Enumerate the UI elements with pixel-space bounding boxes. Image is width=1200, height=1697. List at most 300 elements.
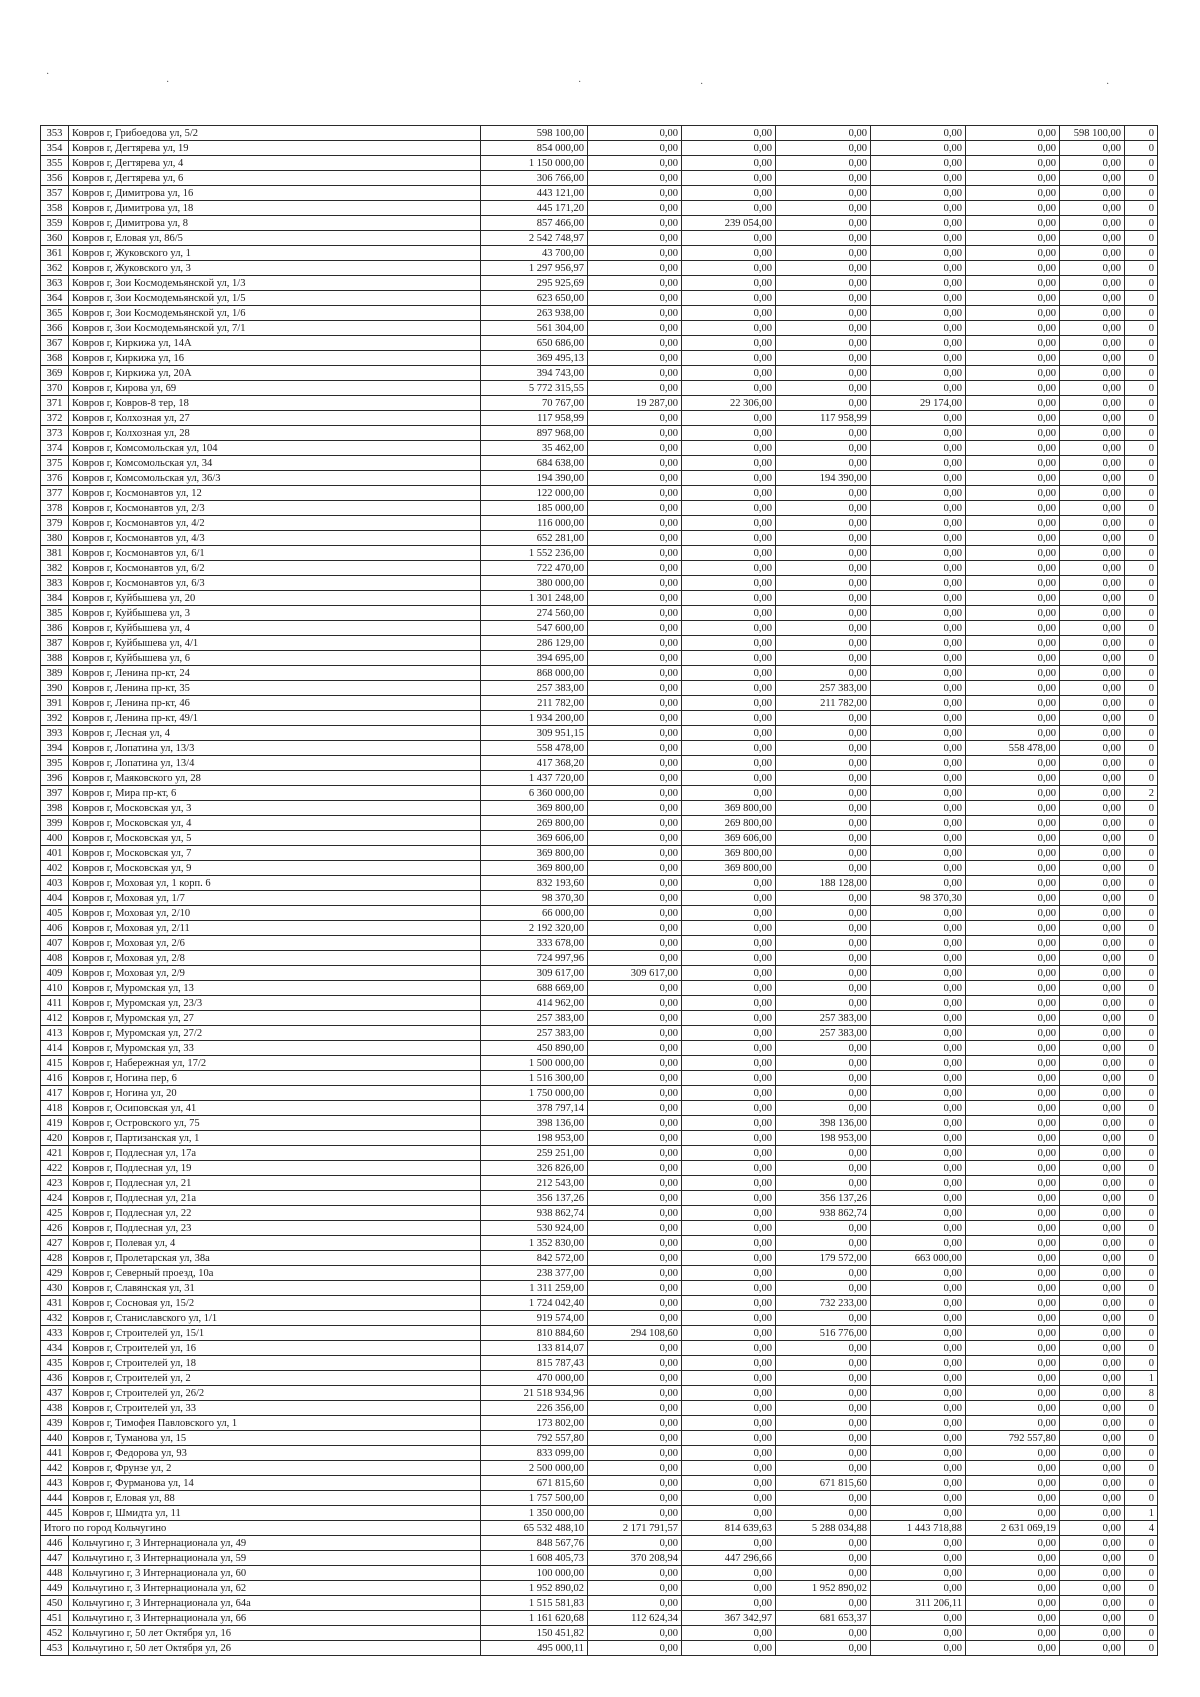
table-cell: 0 — [1125, 921, 1158, 936]
table-cell: Ковров г, Киркижа ул, 20А — [69, 366, 481, 381]
table-cell: 442 — [41, 1461, 69, 1476]
table-cell: 380 000,00 — [481, 576, 588, 591]
table-cell: 919 574,00 — [481, 1311, 588, 1326]
table-cell: 0,00 — [1060, 336, 1125, 351]
table-cell: 0,00 — [966, 441, 1060, 456]
table-row — [41, 471, 1158, 486]
table-cell: 0,00 — [682, 381, 776, 396]
table-row — [41, 531, 1158, 546]
table-cell: 373 — [41, 426, 69, 441]
table-row — [41, 621, 1158, 636]
table-cell: 0,00 — [588, 441, 682, 456]
table-cell: 0,00 — [588, 1536, 682, 1551]
table-cell: 0,00 — [588, 261, 682, 276]
table-cell: 356 — [41, 171, 69, 186]
table-cell: 0,00 — [871, 471, 966, 486]
table-cell: 0 — [1125, 801, 1158, 816]
table-cell: 0,00 — [966, 1086, 1060, 1101]
table-cell: 0,00 — [776, 831, 871, 846]
table-cell: 0,00 — [776, 1371, 871, 1386]
table-cell: 453 — [41, 1641, 69, 1656]
table-cell: 854 000,00 — [481, 141, 588, 156]
table-cell: 0 — [1125, 186, 1158, 201]
table-cell: 0,00 — [1060, 1446, 1125, 1461]
table-cell: 369 — [41, 366, 69, 381]
table-cell: Ковров г, Колхозная ул, 28 — [69, 426, 481, 441]
table-cell: Ковров г, Московская ул, 9 — [69, 861, 481, 876]
table-row — [41, 276, 1158, 291]
table-cell: 425 — [41, 1206, 69, 1221]
table-cell: 0,00 — [966, 1356, 1060, 1371]
table-cell: 441 — [41, 1446, 69, 1461]
table-row — [41, 501, 1158, 516]
table-cell: 0,00 — [588, 126, 682, 141]
table-cell: 369 800,00 — [481, 846, 588, 861]
table-cell: 0 — [1125, 546, 1158, 561]
table-cell: 0,00 — [871, 576, 966, 591]
table-cell: 0,00 — [1060, 1386, 1125, 1401]
table-cell: 0,00 — [966, 816, 1060, 831]
table-cell: 294 108,60 — [588, 1326, 682, 1341]
table-row — [41, 756, 1158, 771]
table-cell: 0,00 — [966, 711, 1060, 726]
table-cell: 598 100,00 — [481, 126, 588, 141]
table-cell: 0,00 — [776, 846, 871, 861]
table-cell: 0,00 — [776, 651, 871, 666]
table-cell: Ковров г, Куйбышева ул, 3 — [69, 606, 481, 621]
table-cell: 0 — [1125, 246, 1158, 261]
table-cell: 0,00 — [682, 591, 776, 606]
table-cell: 309 951,15 — [481, 726, 588, 741]
table-cell: Кольчугино г, 3 Интернационала ул, 59 — [69, 1551, 481, 1566]
table-cell: 390 — [41, 681, 69, 696]
table-cell: 0 — [1125, 756, 1158, 771]
table-cell: 0,00 — [776, 306, 871, 321]
table-cell: 0 — [1125, 381, 1158, 396]
table-cell: Ковров г, Димитрова ул, 8 — [69, 216, 481, 231]
table-cell: 448 — [41, 1566, 69, 1581]
table-cell: 0,00 — [682, 1011, 776, 1026]
table-cell: 0 — [1125, 1176, 1158, 1191]
table-cell: 0,00 — [966, 1401, 1060, 1416]
table-cell: Ковров г, Туманова ул, 15 — [69, 1431, 481, 1446]
table-cell: 238 377,00 — [481, 1266, 588, 1281]
table-cell: Ковров г, Ленина пр-кт, 24 — [69, 666, 481, 681]
table-cell: 393 — [41, 726, 69, 741]
table-cell: 0,00 — [871, 696, 966, 711]
table-cell: 0,00 — [966, 351, 1060, 366]
table-cell: 0,00 — [966, 1341, 1060, 1356]
table-cell: 0,00 — [588, 561, 682, 576]
table-cell: 0,00 — [776, 456, 871, 471]
table-cell: 0,00 — [588, 1221, 682, 1236]
table-cell: 0,00 — [776, 891, 871, 906]
table-cell: 0 — [1125, 666, 1158, 681]
table-cell: 0,00 — [776, 321, 871, 336]
total-row — [41, 1521, 1158, 1536]
table-row — [41, 1041, 1158, 1056]
table-cell: 5 288 034,88 — [776, 1521, 871, 1536]
table-row — [41, 1431, 1158, 1446]
table-cell: Ковров г, Строителей ул, 33 — [69, 1401, 481, 1416]
table-cell: 0,00 — [776, 216, 871, 231]
table-cell: 0,00 — [871, 126, 966, 141]
table-row — [41, 246, 1158, 261]
table-cell: Ковров г, Строителей ул, 18 — [69, 1356, 481, 1371]
table-cell: 0,00 — [1060, 816, 1125, 831]
table-cell: 681 653,37 — [776, 1611, 871, 1626]
table-cell: 430 — [41, 1281, 69, 1296]
table-cell: 0,00 — [682, 681, 776, 696]
table-cell: 367 342,97 — [682, 1611, 776, 1626]
table-cell: 0,00 — [1060, 456, 1125, 471]
table-cell: 530 924,00 — [481, 1221, 588, 1236]
table-cell: 434 — [41, 1341, 69, 1356]
table-body — [41, 126, 1158, 1656]
table-cell: Ковров г, Строителей ул, 26/2 — [69, 1386, 481, 1401]
table-cell: 398 136,00 — [481, 1116, 588, 1131]
table-cell: 0,00 — [1060, 1596, 1125, 1611]
table-cell: 0,00 — [966, 216, 1060, 231]
table-cell: 0,00 — [682, 471, 776, 486]
table-cell: 1 515 581,83 — [481, 1596, 588, 1611]
table-row — [41, 951, 1158, 966]
table-cell: Ковров г, Федорова ул, 93 — [69, 1446, 481, 1461]
table-cell: 0,00 — [966, 426, 1060, 441]
table-cell: 429 — [41, 1266, 69, 1281]
table-row — [41, 921, 1158, 936]
table-cell: 0,00 — [588, 1131, 682, 1146]
table-cell: 392 — [41, 711, 69, 726]
table-cell: 0,00 — [588, 201, 682, 216]
table-cell: 0,00 — [871, 921, 966, 936]
table-cell: 409 — [41, 966, 69, 981]
table-cell: 0,00 — [1060, 756, 1125, 771]
table-cell: 0,00 — [682, 231, 776, 246]
table-cell: 0,00 — [588, 876, 682, 891]
table-cell: 43 700,00 — [481, 246, 588, 261]
table-cell: 0,00 — [776, 621, 871, 636]
table-cell: 0,00 — [871, 1476, 966, 1491]
table-cell: 0,00 — [1060, 171, 1125, 186]
table-cell: 100 000,00 — [481, 1566, 588, 1581]
table-row — [41, 846, 1158, 861]
table-cell: Кольчугино г, 50 лет Октября ул, 16 — [69, 1626, 481, 1641]
table-cell: 0,00 — [1060, 1566, 1125, 1581]
table-cell: 382 — [41, 561, 69, 576]
table-cell: Ковров г, Лесная ул, 4 — [69, 726, 481, 741]
table-cell: 445 — [41, 1506, 69, 1521]
table-cell: 0,00 — [966, 276, 1060, 291]
table-cell: 0,00 — [1060, 381, 1125, 396]
table-cell: 0,00 — [1060, 1206, 1125, 1221]
table-cell: 0 — [1125, 1596, 1158, 1611]
table-cell: 516 776,00 — [776, 1326, 871, 1341]
table-cell: 0,00 — [871, 351, 966, 366]
table-cell: 0,00 — [776, 261, 871, 276]
table-cell: 0,00 — [1060, 411, 1125, 426]
table-cell: 0,00 — [871, 1506, 966, 1521]
table-cell: 0,00 — [776, 1626, 871, 1641]
table-cell: 452 — [41, 1626, 69, 1641]
table-cell: 0,00 — [682, 261, 776, 276]
table-cell: 1 952 890,02 — [776, 1581, 871, 1596]
table-row — [41, 306, 1158, 321]
table-cell: 369 800,00 — [481, 861, 588, 876]
table-cell: 0,00 — [966, 606, 1060, 621]
table-cell: 0 — [1125, 456, 1158, 471]
table-cell: 561 304,00 — [481, 321, 588, 336]
table-cell: 1 552 236,00 — [481, 546, 588, 561]
table-cell: 0,00 — [682, 1281, 776, 1296]
table-cell: 0,00 — [1060, 471, 1125, 486]
table-cell: 0 — [1125, 1221, 1158, 1236]
table-cell: 0,00 — [1060, 1371, 1125, 1386]
table-cell: 0,00 — [776, 786, 871, 801]
table-row — [41, 1596, 1158, 1611]
table-cell: 445 171,20 — [481, 201, 588, 216]
table-cell: 0,00 — [588, 771, 682, 786]
table-cell: 0,00 — [682, 981, 776, 996]
table-cell: 0,00 — [1060, 921, 1125, 936]
table-cell: Ковров г, Сосновая ул, 15/2 — [69, 1296, 481, 1311]
table-cell: 0,00 — [776, 1551, 871, 1566]
table-cell: 0,00 — [682, 1536, 776, 1551]
table-cell: 433 — [41, 1326, 69, 1341]
table-cell: 0 — [1125, 1626, 1158, 1641]
table-cell: 376 — [41, 471, 69, 486]
table-cell: 412 — [41, 1011, 69, 1026]
table-cell: 0 — [1125, 951, 1158, 966]
table-cell: 257 383,00 — [776, 1026, 871, 1041]
table-cell: 398 136,00 — [776, 1116, 871, 1131]
table-cell: 0,00 — [588, 756, 682, 771]
table-cell: 0,00 — [966, 1461, 1060, 1476]
table-cell: 732 233,00 — [776, 1296, 871, 1311]
table-cell: 0,00 — [776, 141, 871, 156]
table-cell: 0,00 — [871, 321, 966, 336]
table-cell: 0,00 — [588, 786, 682, 801]
table-cell: 0,00 — [966, 261, 1060, 276]
table-row — [41, 816, 1158, 831]
table-cell: 0,00 — [1060, 201, 1125, 216]
table-cell: 0,00 — [966, 1641, 1060, 1656]
table-cell: 116 000,00 — [481, 516, 588, 531]
table-cell: 0,00 — [871, 996, 966, 1011]
table-cell: 0 — [1125, 906, 1158, 921]
table-row — [41, 666, 1158, 681]
table-cell: 0,00 — [871, 1026, 966, 1041]
table-cell: 0 — [1125, 231, 1158, 246]
table-cell: 0,00 — [871, 291, 966, 306]
table-cell: 394 695,00 — [481, 651, 588, 666]
table-cell: 0,00 — [1060, 906, 1125, 921]
table-cell: 0,00 — [776, 1101, 871, 1116]
table-cell: 0,00 — [871, 1041, 966, 1056]
table-cell: 0,00 — [871, 1296, 966, 1311]
table-cell: 0 — [1125, 891, 1158, 906]
table-cell: 0,00 — [1060, 1506, 1125, 1521]
table-cell: 0,00 — [966, 726, 1060, 741]
table-cell: 0,00 — [776, 711, 871, 726]
table-cell: 269 800,00 — [481, 816, 588, 831]
table-cell: 0,00 — [966, 381, 1060, 396]
table-cell: 0,00 — [588, 546, 682, 561]
table-cell: 0,00 — [588, 531, 682, 546]
table-cell: 0,00 — [1060, 1641, 1125, 1656]
table-cell: 0,00 — [682, 1101, 776, 1116]
table-cell: 239 054,00 — [682, 216, 776, 231]
table-cell: 0 — [1125, 126, 1158, 141]
table-row — [41, 1086, 1158, 1101]
table-cell: 0,00 — [776, 1221, 871, 1236]
table-cell: Ковров г, Куйбышева ул, 4 — [69, 621, 481, 636]
table-cell: 0 — [1125, 846, 1158, 861]
table-cell: 0,00 — [1060, 501, 1125, 516]
table-cell: 2 500 000,00 — [481, 1461, 588, 1476]
table-cell: 0,00 — [588, 1341, 682, 1356]
table-cell: 0,00 — [1060, 1611, 1125, 1626]
table-cell: 0,00 — [1060, 261, 1125, 276]
table-cell: 0 — [1125, 936, 1158, 951]
table-cell: 0,00 — [588, 486, 682, 501]
table-cell: 0,00 — [1060, 561, 1125, 576]
table-cell: 0,00 — [682, 141, 776, 156]
table-cell: 0 — [1125, 1326, 1158, 1341]
table-cell: 0,00 — [682, 1566, 776, 1581]
table-cell: 0 — [1125, 276, 1158, 291]
table-cell: 432 — [41, 1311, 69, 1326]
table-cell: 0,00 — [871, 726, 966, 741]
table-cell: 0,00 — [871, 381, 966, 396]
table-row — [41, 351, 1158, 366]
table-row — [41, 336, 1158, 351]
table-cell: 0,00 — [1060, 1536, 1125, 1551]
table-cell: 0,00 — [871, 1626, 966, 1641]
table-row — [41, 171, 1158, 186]
table-cell: Ковров г, Лопатина ул, 13/3 — [69, 741, 481, 756]
table-cell: 0,00 — [776, 1236, 871, 1251]
table-cell: 185 000,00 — [481, 501, 588, 516]
table-cell: 415 — [41, 1056, 69, 1071]
table-cell: 0,00 — [1060, 1356, 1125, 1371]
table-row — [41, 1191, 1158, 1206]
table-cell: 5 772 315,55 — [481, 381, 588, 396]
table-cell: 0 — [1125, 531, 1158, 546]
table-cell: 70 767,00 — [481, 396, 588, 411]
table-cell: 0,00 — [776, 246, 871, 261]
table-cell: 0 — [1125, 1251, 1158, 1266]
table-cell: 0,00 — [682, 531, 776, 546]
table-cell: 868 000,00 — [481, 666, 588, 681]
table-row — [41, 1206, 1158, 1221]
table-row — [41, 861, 1158, 876]
table-cell: 0,00 — [966, 1281, 1060, 1296]
table-cell: 0,00 — [1060, 156, 1125, 171]
table-cell: 495 000,11 — [481, 1641, 588, 1656]
table-row — [41, 456, 1158, 471]
scan-speck: · — [700, 79, 704, 90]
table-cell: 0,00 — [871, 201, 966, 216]
table-cell: 0 — [1125, 1341, 1158, 1356]
table-cell: Ковров г, Еловая ул, 86/5 — [69, 231, 481, 246]
table-cell: 0,00 — [682, 546, 776, 561]
table-cell: 0,00 — [1060, 996, 1125, 1011]
table-cell: 2 192 320,00 — [481, 921, 588, 936]
table-cell: 383 — [41, 576, 69, 591]
table-cell: 0,00 — [588, 381, 682, 396]
table-cell: 0 — [1125, 876, 1158, 891]
table-cell: 1 500 000,00 — [481, 1056, 588, 1071]
table-cell: 0,00 — [588, 891, 682, 906]
table-row — [41, 1176, 1158, 1191]
table-cell: Ковров г, Муромская ул, 33 — [69, 1041, 481, 1056]
table-cell: 0 — [1125, 1116, 1158, 1131]
table-cell: 0,00 — [1060, 1296, 1125, 1311]
table-cell: 356 137,26 — [481, 1191, 588, 1206]
table-cell: 0,00 — [1060, 1266, 1125, 1281]
table-cell: 0,00 — [776, 516, 871, 531]
table-cell: 450 890,00 — [481, 1041, 588, 1056]
table-cell: 0,00 — [871, 756, 966, 771]
table-cell: 0,00 — [966, 1026, 1060, 1041]
table-cell: 0,00 — [776, 1446, 871, 1461]
table-row — [41, 1446, 1158, 1461]
table-cell: 0,00 — [871, 951, 966, 966]
table-cell: 0 — [1125, 1611, 1158, 1626]
table-cell: 857 466,00 — [481, 216, 588, 231]
table-cell: 0,00 — [966, 666, 1060, 681]
table-cell: 0,00 — [1060, 1431, 1125, 1446]
table-cell: 0,00 — [588, 501, 682, 516]
table-cell: 65 532 488,10 — [481, 1521, 588, 1536]
table-cell: 179 572,00 — [776, 1251, 871, 1266]
table-cell: 0,00 — [776, 351, 871, 366]
table-cell: 358 — [41, 201, 69, 216]
table-cell: 381 — [41, 546, 69, 561]
table-cell: 0,00 — [966, 1326, 1060, 1341]
table-cell: 0 — [1125, 1131, 1158, 1146]
table-cell: 396 — [41, 771, 69, 786]
table-cell: 0,00 — [682, 1146, 776, 1161]
table-cell: 0,00 — [682, 876, 776, 891]
table-cell: 671 815,60 — [776, 1476, 871, 1491]
table-cell: 0 — [1125, 426, 1158, 441]
table-cell: 0,00 — [776, 741, 871, 756]
table-cell: Ковров г, Моховая ул, 2/10 — [69, 906, 481, 921]
table-cell: 0 — [1125, 606, 1158, 621]
table-cell: 374 — [41, 441, 69, 456]
table-cell: 0,00 — [966, 1041, 1060, 1056]
table-row — [41, 1581, 1158, 1596]
table-cell: 0,00 — [588, 741, 682, 756]
table-cell: 0,00 — [588, 1416, 682, 1431]
table-row — [41, 1551, 1158, 1566]
table-cell: 371 — [41, 396, 69, 411]
table-cell: Ковров г, Муромская ул, 27 — [69, 1011, 481, 1026]
table-cell: 0,00 — [966, 1566, 1060, 1581]
table-cell: 0,00 — [588, 921, 682, 936]
table-cell: 0,00 — [588, 1236, 682, 1251]
table-cell: Ковров г, Комсомольская ул, 104 — [69, 441, 481, 456]
table-cell: 0 — [1125, 291, 1158, 306]
table-cell: 0,00 — [682, 291, 776, 306]
table-cell: 0,00 — [776, 156, 871, 171]
table-cell: 0 — [1125, 516, 1158, 531]
table-cell: 0,00 — [1060, 1101, 1125, 1116]
table-cell: 0 — [1125, 1581, 1158, 1596]
table-cell: 1 301 248,00 — [481, 591, 588, 606]
